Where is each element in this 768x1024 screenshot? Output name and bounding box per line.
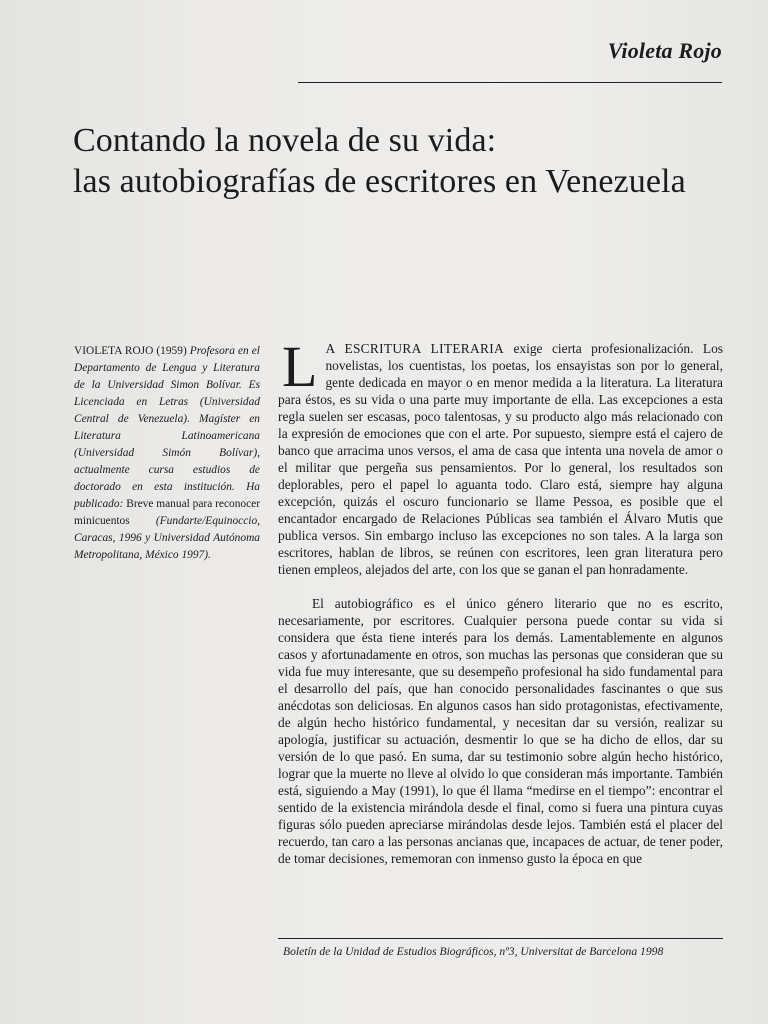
bio-text-1: Profesora en el Departamento de Lengua y Literatura de la Universidad Simon Bolívar. Es Licenciada en Letras (Universidad Central de Venezuela). Magíster en Literatura Latinoamericana (Universidad Simón Bolívar), actualmente cursa estudios de doctorado en esta institución. Ha publicado: [74, 345, 260, 510]
article-body [278, 334, 724, 867]
bio-year: (1959) [153, 345, 190, 357]
footer-rule [278, 938, 723, 939]
bio-text-2: (Fundarte/Equinoccio, Caracas, 1996 y Universidad Autónoma Metropolitana, México 1997). [74, 515, 260, 561]
bio-work-title: Breve manual para reconocer minicuentos [74, 498, 261, 527]
running-header-author: Violeta Rojo [607, 38, 722, 63]
paragraph-1 [278, 334, 724, 578]
drop-cap: L [282, 334, 318, 399]
title-line-1: Contando la novela de su vida: [73, 122, 497, 159]
opening-smallcaps: A ESCRITURA LITERARIA [325, 341, 504, 356]
header-rule [298, 82, 722, 83]
author-bio [74, 343, 260, 564]
bio-name: VIOLETA ROJO [74, 345, 154, 357]
paragraph-1-text: exige cierta profesionalización. Los novelistas, los cuentistas, los poetas, los ensayistas son por lo general, gente dedicada en mayor o en menor medida a la literatura. La literatura para éstos, es su vida o una parte muy importante de ella. Las excepciones a esta regla suelen ser escasas, poco talentosas, y su producto algo más relacionado con la expresión de emociones que con el arte. Por supuesto, siempre está el cajero de banco que arracima unos versos, el ama de casa que intenta una novela de amor o el militar que pergeña sus pensamientos. Por lo general, los resultados son deplorables, pero el papel lo aguanta todo. Claro está, siempre hay alguna excepción, quizás el oscuro funcionario se llame Pessoa, es posible que el encantador encargado de Relaciones Públicas sea también el Álvaro Mutis que publica versos. Sin embargo incluso las excepciones no son tales. A la larga son escritores, hablan de libros, se reúnen con escritores, leen gran literatura pero tienen empleos, alejados del arte, con los que se ganan el pan honradamente. [278, 341, 724, 577]
title-line-2: las autobiografías de escritores en Venezuela [73, 163, 686, 200]
article-title [73, 120, 733, 202]
footer-citation: Boletín de la Unidad de Estudios Biográficos, nº3, Universitat de Barcelona 1998 [283, 945, 664, 958]
paragraph-2: El autobiográfico es el único género literario que no es escrito, necesariamente, por escritores. Cualquier persona puede contar su vida si considera que ésta tiene interés para los demás. Lamentablemente en algunos casos y afortunadamente en otros, son muchas las personas que consideran que su vida fue muy interesante, que su desempeño profesional ha sido fundamental para el desarrollo del país, que han conocido personalidades fascinantes o que sus anécdotas son deliciosas. En algunos casos han sido protagonistas, efectivamente, de algún hecho histórico fundamental, y necesitan dar su versión, realizar su apología, justificar su actuación, desmentir lo que se ha dicho de ellos, dar su versión de lo que pasó. En suma, dar su testimonio sobre algún hecho histórico, lograr que la muerte no lleve al olvido lo que consideran más importante. También está, siguiendo a May (1991), lo que él llama “medirse en el tiempo”: encontrar el sentido de la existencia mirándola desde el final, como si fuera una pintura cuyas figuras sólo pueden apreciarse mirándolas desde lejos. También está el placer del recuerdo, tan caro a las personas ancianas que, incapaces de actuar, de tener poder, de tomar decisiones, rememoran con inmenso gusto la época en que [278, 596, 723, 866]
